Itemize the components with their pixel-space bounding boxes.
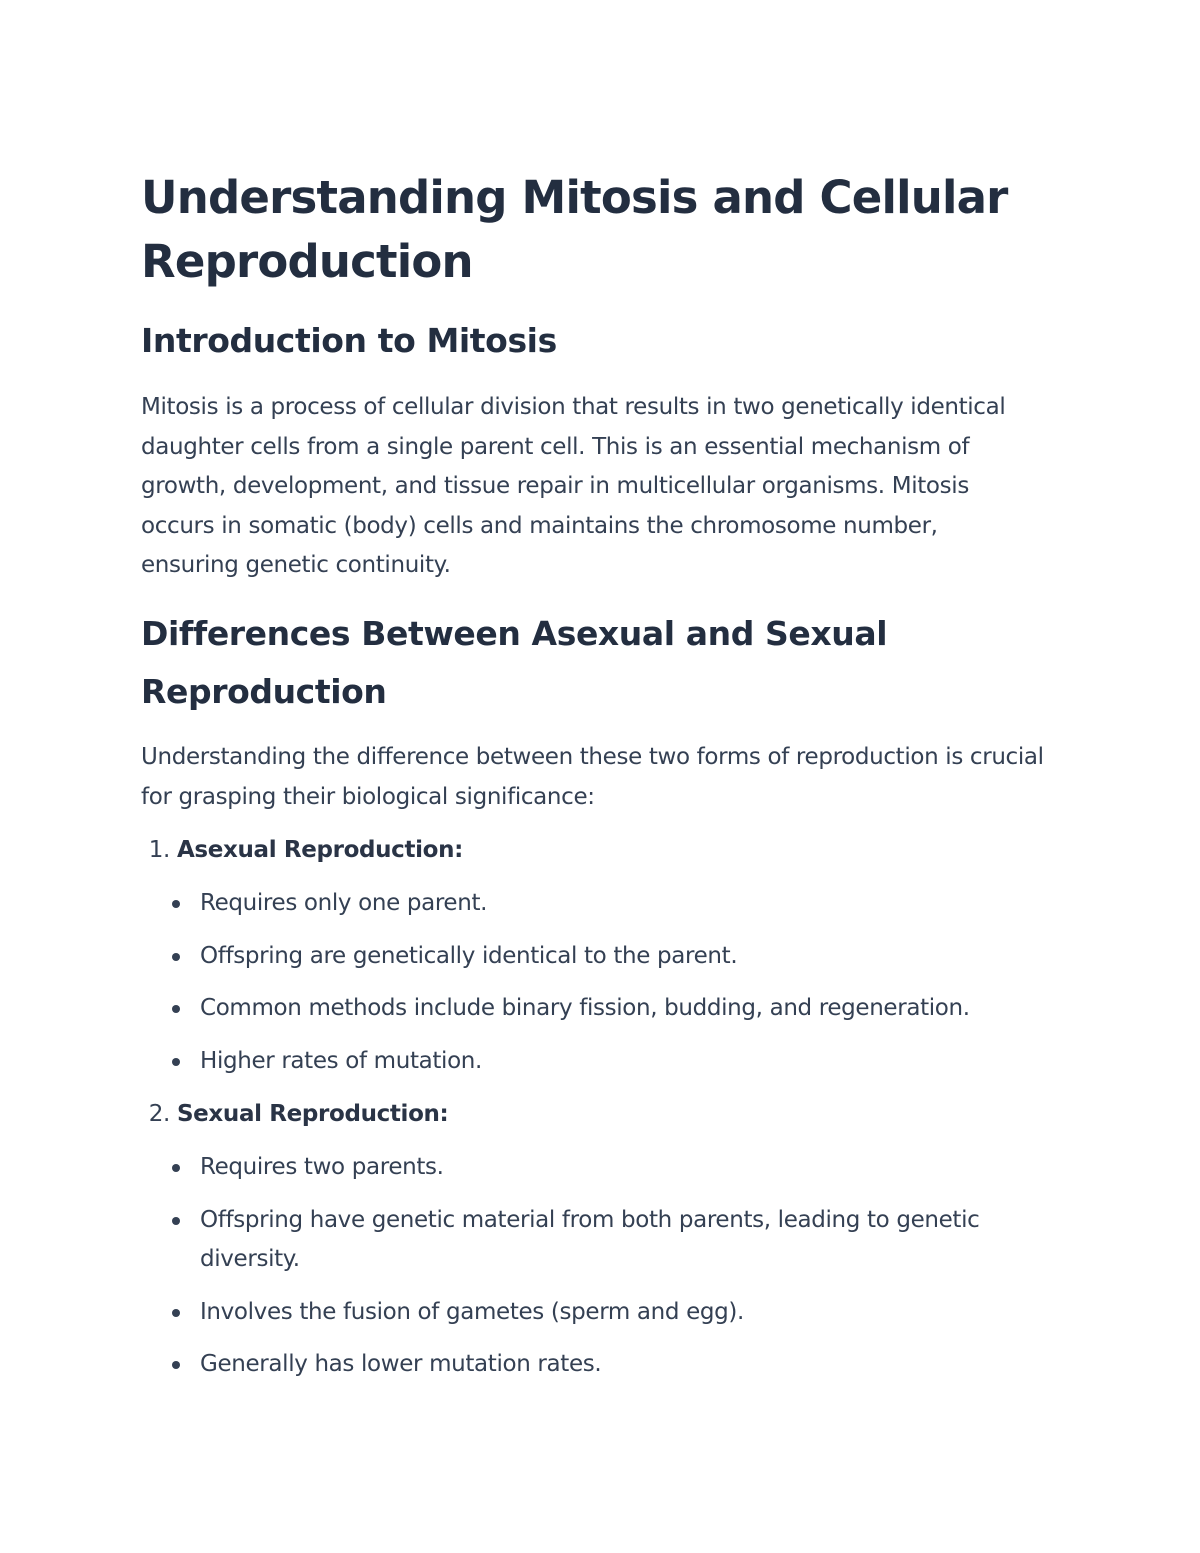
list-item: Involves the fusion of gametes (sperm and egg). bbox=[141, 1293, 1080, 1333]
section-heading-differences: Differences Between Asexual and Sexual Reproduction bbox=[141, 614, 888, 711]
list-item: Offspring have genetic material from both parents, leading to genetic diversity. bbox=[141, 1201, 1060, 1280]
bullet-icon bbox=[172, 1058, 180, 1066]
list-item: Requires two parents. bbox=[141, 1148, 1080, 1188]
introduction-paragraph: Mitosis is a process of cellular division that results in two genetically identical daughter cells from a single parent cell. This is an essential mechanism of growth, development, and tissue repair in multicellular organisms. Mitosis occurs in somatic (body) cells and maintains the chromosome number, ensuring genetic continuity. bbox=[141, 394, 1006, 578]
page-title: Understanding Mitosis and Cellular Reproduction bbox=[141, 171, 1008, 288]
bullet-icon bbox=[172, 1005, 180, 1013]
list-number: 2. bbox=[148, 1101, 170, 1127]
list-item: Offspring are genetically identical to the parent. bbox=[141, 937, 1080, 977]
bullet-icon bbox=[172, 953, 180, 961]
list-number: 1. bbox=[148, 837, 170, 863]
bullet-icon bbox=[172, 1309, 180, 1317]
section-heading-introduction: Introduction to Mitosis bbox=[141, 321, 557, 360]
sexual-bullet-list bbox=[141, 1148, 1080, 1385]
bullet-icon bbox=[172, 1361, 180, 1369]
bullet-icon bbox=[172, 1217, 180, 1225]
differences-paragraph: Understanding the difference between these two forms of reproduction is crucial for grasping their biological significance: bbox=[141, 744, 1044, 810]
list-item: Requires only one parent. bbox=[141, 884, 1080, 924]
list-item: Common methods include binary fission, budding, and regeneration. bbox=[141, 989, 1080, 1029]
numbered-item-asexual bbox=[141, 832, 463, 868]
list-item: Higher rates of mutation. bbox=[141, 1042, 1080, 1082]
list-label-asexual: Asexual Reproduction: bbox=[176, 837, 463, 863]
asexual-bullet-list bbox=[141, 884, 1080, 1081]
bullet-icon bbox=[172, 1164, 180, 1172]
list-label-sexual: Sexual Reproduction: bbox=[176, 1101, 449, 1127]
list-item: Generally has lower mutation rates. bbox=[141, 1345, 1080, 1385]
numbered-item-sexual bbox=[141, 1096, 448, 1132]
bullet-icon bbox=[172, 900, 180, 908]
